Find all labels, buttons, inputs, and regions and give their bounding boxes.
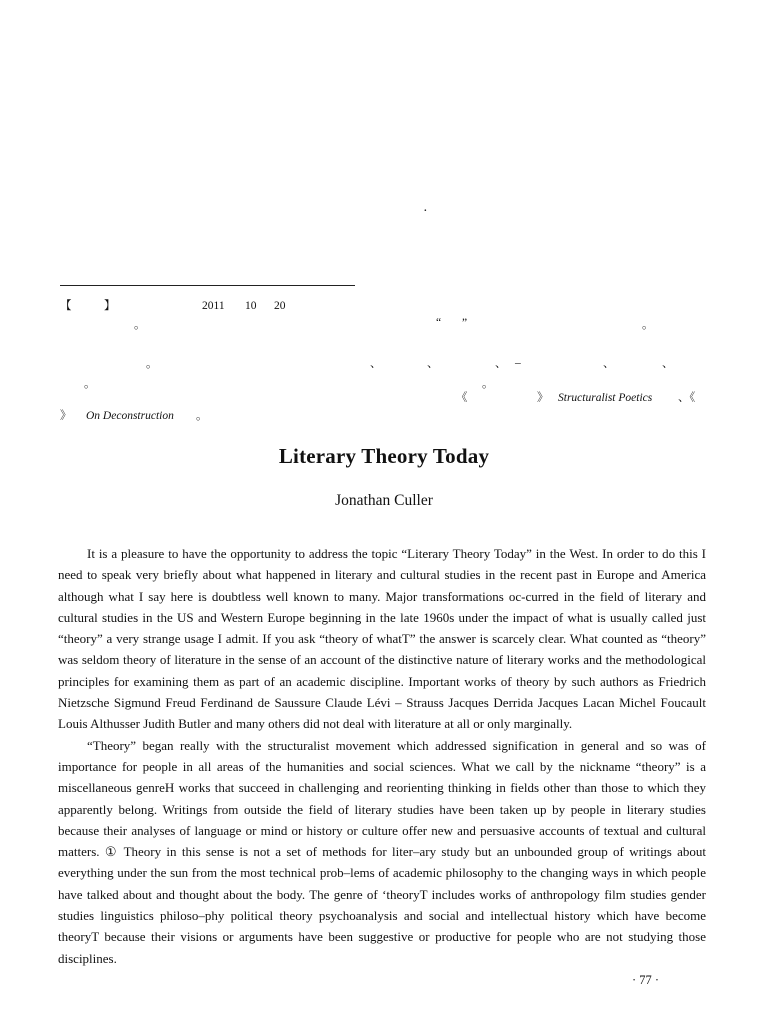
page-number: · 77 ·	[632, 973, 660, 987]
dash-mark: –	[515, 357, 521, 369]
header-dot: ·	[423, 204, 428, 219]
book-separator: 、《	[678, 392, 696, 404]
quote-open: “	[436, 317, 442, 329]
punct-mark: 。	[84, 378, 96, 390]
article-author: Jonathan Culler	[335, 492, 433, 509]
punct-mark: 、	[603, 358, 615, 370]
article-title: Literary Theory Today	[278, 444, 490, 468]
paragraph: “Theory” began really with the structuralist movement which addressed signification in general and so was of importance for people in all areas of the humanities and social sciences. What we call by the nickname “theory” is a miscellaneous genreH works that succeed in challenging and reorienting thinking in fields other than those to which they apparently belong. Writings from outside the field of literary studies have been taken up by people in literary studies because their analyses of language or mind or history or culture offer new and persuasive accounts of textual and cultural matters. ① Theory in this sense is not a set of methods for liter–ary study but an unbounded group of writings about everything under the sun from the most technical prob–lems of academic philosophy to the changing ways in which people have talked about and thought about the body. The genre of ‘theoryT includes works of anthropology film studies gender studies linguistics philoso–phy political theory psychoanalysis and social and intellectual history which have become theoryT because their visions or arguments have been suggestive or productive for people who are not studying those disciplines.	[58, 737, 706, 966]
work-title-structuralist-poetics: Structuralist Poetics	[558, 392, 653, 404]
received-year: 2011	[202, 300, 225, 312]
book-title-close: 》	[537, 392, 549, 404]
book-title-close: 》	[60, 410, 72, 422]
punct-mark: 。	[134, 319, 146, 331]
footnote-divider	[60, 285, 355, 286]
punct-mark: 、	[495, 358, 507, 370]
received-month: 10	[245, 300, 257, 312]
punct-mark: 。	[482, 378, 494, 390]
punct-mark: 、	[427, 358, 439, 370]
paragraph: It is a pleasure to have the opportunity to address the topic “Literary Theory Today” in the West. In order to do this I need to speak very briefly about what happened in literary and cultural studies in the recent past in Europe and America although what I say here is doubtless well known to many. Major transformations oc-curred in the field of literary and cultural studies in the US and Western Europe beginning in the late 1960s under the impact of what is usually called just “theory” a very strange usage I admit. If you ask “theory of whatT” the answer is scarcely clear. What counted as “theory” was seldom theory of literature in the sense of an account of the distinctive nature of literary works and the methodological principles for examining them as part of an academic discipline. Important works of theory by such authors as Friedrich Nietzsche Sigmund Freud Ferdinand de Saussure Claude Lévi – Strauss Jacques Derrida Jacques Lacan Michel Foucault Louis Althusser Judith Butler and many others did not deal with literature at all or only marginally.	[58, 546, 706, 732]
bracket-open: 【	[60, 300, 72, 312]
work-title-on-deconstruction: On Deconstruction	[86, 410, 174, 422]
bracket-close: 】	[104, 300, 116, 312]
punct-mark: 、	[370, 358, 382, 370]
punct-mark: 。	[642, 319, 654, 331]
received-day: 20	[274, 300, 286, 312]
book-title-open: 《	[456, 392, 468, 404]
punct-mark: 。	[146, 358, 158, 370]
article-body	[58, 543, 706, 969]
quote-close: ”	[462, 317, 468, 329]
punct-mark: 、	[662, 358, 674, 370]
punct-mark: 。	[196, 410, 208, 422]
